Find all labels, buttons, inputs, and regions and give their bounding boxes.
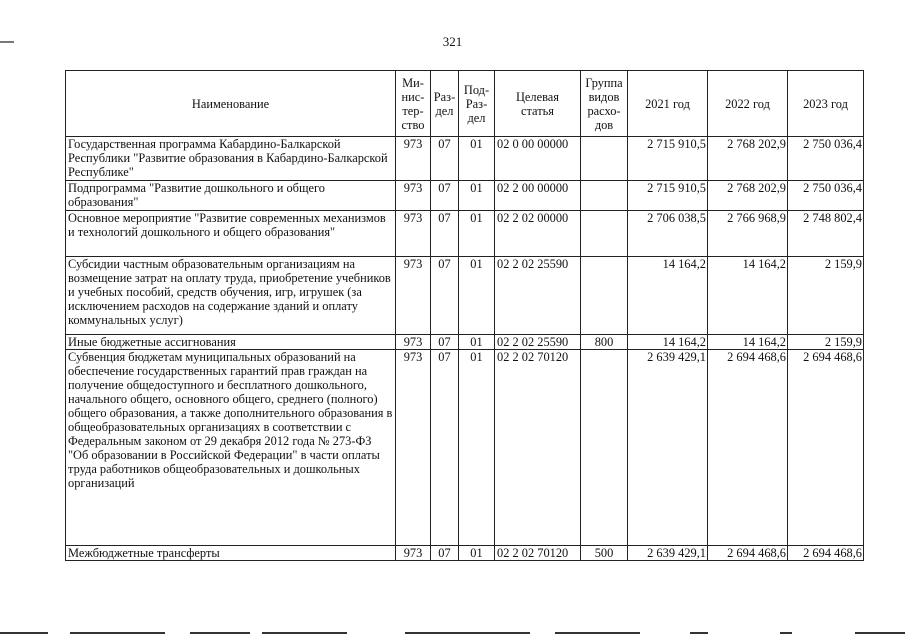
row-group: [581, 350, 628, 546]
row-group: [581, 137, 628, 181]
row-2021: 2 639 429,1: [628, 546, 708, 561]
row-2021: 2 715 910,5: [628, 137, 708, 181]
table-row: [66, 211, 864, 257]
row-subsection: 01: [459, 137, 495, 181]
row-ministry: 973: [396, 350, 431, 546]
scan-artifact: [262, 632, 347, 634]
row-2022: 2 766 968,9: [708, 211, 788, 257]
row-section: 07: [431, 257, 459, 335]
row-name: Субвенция бюджетам муниципальных образований на обеспечение государственных гарантий прав граждан на получение общедоступного и бесплатного дошкольного, начального общего, основного общего, среднего (полного) общего образования, а также дополнительного образования в общеобразовательных организациях в соответствии с Федеральным законом от 29 декабря 2012 года № 273-ФЗ "Об образовании в Российской Федерации" в части оплаты труда работников общеобразовательных и дошкольных организаций: [66, 350, 396, 546]
header-2023: 2023 год: [788, 71, 864, 137]
row-2022: 2 768 202,9: [708, 181, 788, 211]
header-name: Наименование: [66, 71, 396, 137]
row-2022: 2 694 468,6: [708, 350, 788, 546]
row-section: 07: [431, 335, 459, 350]
row-2023: 2 159,9: [788, 335, 864, 350]
row-2023: 2 750 036,4: [788, 137, 864, 181]
header-2022: 2022 год: [708, 71, 788, 137]
row-group: 800: [581, 335, 628, 350]
row-target: 02 2 02 00000: [495, 211, 581, 257]
row-2022: 14 164,2: [708, 257, 788, 335]
row-section: 07: [431, 211, 459, 257]
row-2021: 2 639 429,1: [628, 350, 708, 546]
row-subsection: 01: [459, 211, 495, 257]
row-name: Субсидии частным образовательным организациям на возмещение затрат на оплату труда, приобретение учебников и учебных пособий, средств обучения, игр, игрушек (за исключением расходов на содержание зданий и оплату коммунальных услуг): [66, 257, 396, 335]
row-2021: 14 164,2: [628, 257, 708, 335]
row-name: Государственная программа Кабардино-Балкарской Республики "Развитие образования в Кабардино-Балкарской Республике": [66, 137, 396, 181]
row-section: 07: [431, 546, 459, 561]
scan-artifact: [190, 632, 250, 634]
page-number: 321: [442, 34, 463, 49]
row-subsection: 01: [459, 181, 495, 211]
row-2021: 2 715 910,5: [628, 181, 708, 211]
row-group: [581, 211, 628, 257]
header-row: [66, 71, 864, 137]
row-target: 02 2 02 25590: [495, 335, 581, 350]
row-section: 07: [431, 181, 459, 211]
row-target: 02 2 02 70120: [495, 350, 581, 546]
table-row: [66, 350, 864, 546]
row-2022: 14 164,2: [708, 335, 788, 350]
header-target: Целевая статья: [495, 71, 581, 137]
row-2023: 2 694 468,6: [788, 350, 864, 546]
row-ministry: 973: [396, 335, 431, 350]
budget-table: [65, 70, 864, 561]
row-2021: 14 164,2: [628, 335, 708, 350]
row-target: 02 0 00 00000: [495, 137, 581, 181]
row-subsection: 01: [459, 546, 495, 561]
row-name: Подпрограмма "Развитие дошкольного и общего образования": [66, 181, 396, 211]
row-name: Межбюджетные трансферты: [66, 546, 396, 561]
row-ministry: 973: [396, 257, 431, 335]
scan-artifact: [555, 632, 640, 634]
scan-artifact: [855, 632, 905, 634]
header-subsection: Под- Раз- дел: [459, 71, 495, 137]
table-row: [66, 137, 864, 181]
row-group: [581, 181, 628, 211]
scan-artifact: [690, 632, 708, 634]
row-2022: 2 694 468,6: [708, 546, 788, 561]
row-target: 02 2 02 25590: [495, 257, 581, 335]
scan-artifact: [780, 632, 792, 634]
scan-artifact: [70, 632, 165, 634]
row-name: Иные бюджетные ассигнования: [66, 335, 396, 350]
row-ministry: 973: [396, 137, 431, 181]
table-row: [66, 257, 864, 335]
header-group: Группа видов расхо- дов: [581, 71, 628, 137]
header-section: Раз- дел: [431, 71, 459, 137]
row-subsection: 01: [459, 335, 495, 350]
row-group: [581, 257, 628, 335]
row-ministry: 973: [396, 546, 431, 561]
scan-artifact: [405, 632, 530, 634]
scan-artifact: [0, 632, 48, 634]
row-ministry: 973: [396, 211, 431, 257]
row-subsection: 01: [459, 257, 495, 335]
header-ministry: Ми- нис- тер- ство: [396, 71, 431, 137]
row-2021: 2 706 038,5: [628, 211, 708, 257]
row-name: Основное мероприятие "Развитие современных механизмов и технологий дошкольного и общего образования": [66, 211, 396, 257]
row-target: 02 2 00 00000: [495, 181, 581, 211]
table-row: [66, 546, 864, 561]
row-group: 500: [581, 546, 628, 561]
row-2023: 2 748 802,4: [788, 211, 864, 257]
header-2021: 2021 год: [628, 71, 708, 137]
row-ministry: 973: [396, 181, 431, 211]
row-2023: 2 159,9: [788, 257, 864, 335]
row-section: 07: [431, 350, 459, 546]
row-2023: 2 750 036,4: [788, 181, 864, 211]
row-section: 07: [431, 137, 459, 181]
row-target: 02 2 02 70120: [495, 546, 581, 561]
row-2023: 2 694 468,6: [788, 546, 864, 561]
table-row: [66, 181, 864, 211]
row-subsection: 01: [459, 350, 495, 546]
table-row: [66, 335, 864, 350]
row-2022: 2 768 202,9: [708, 137, 788, 181]
